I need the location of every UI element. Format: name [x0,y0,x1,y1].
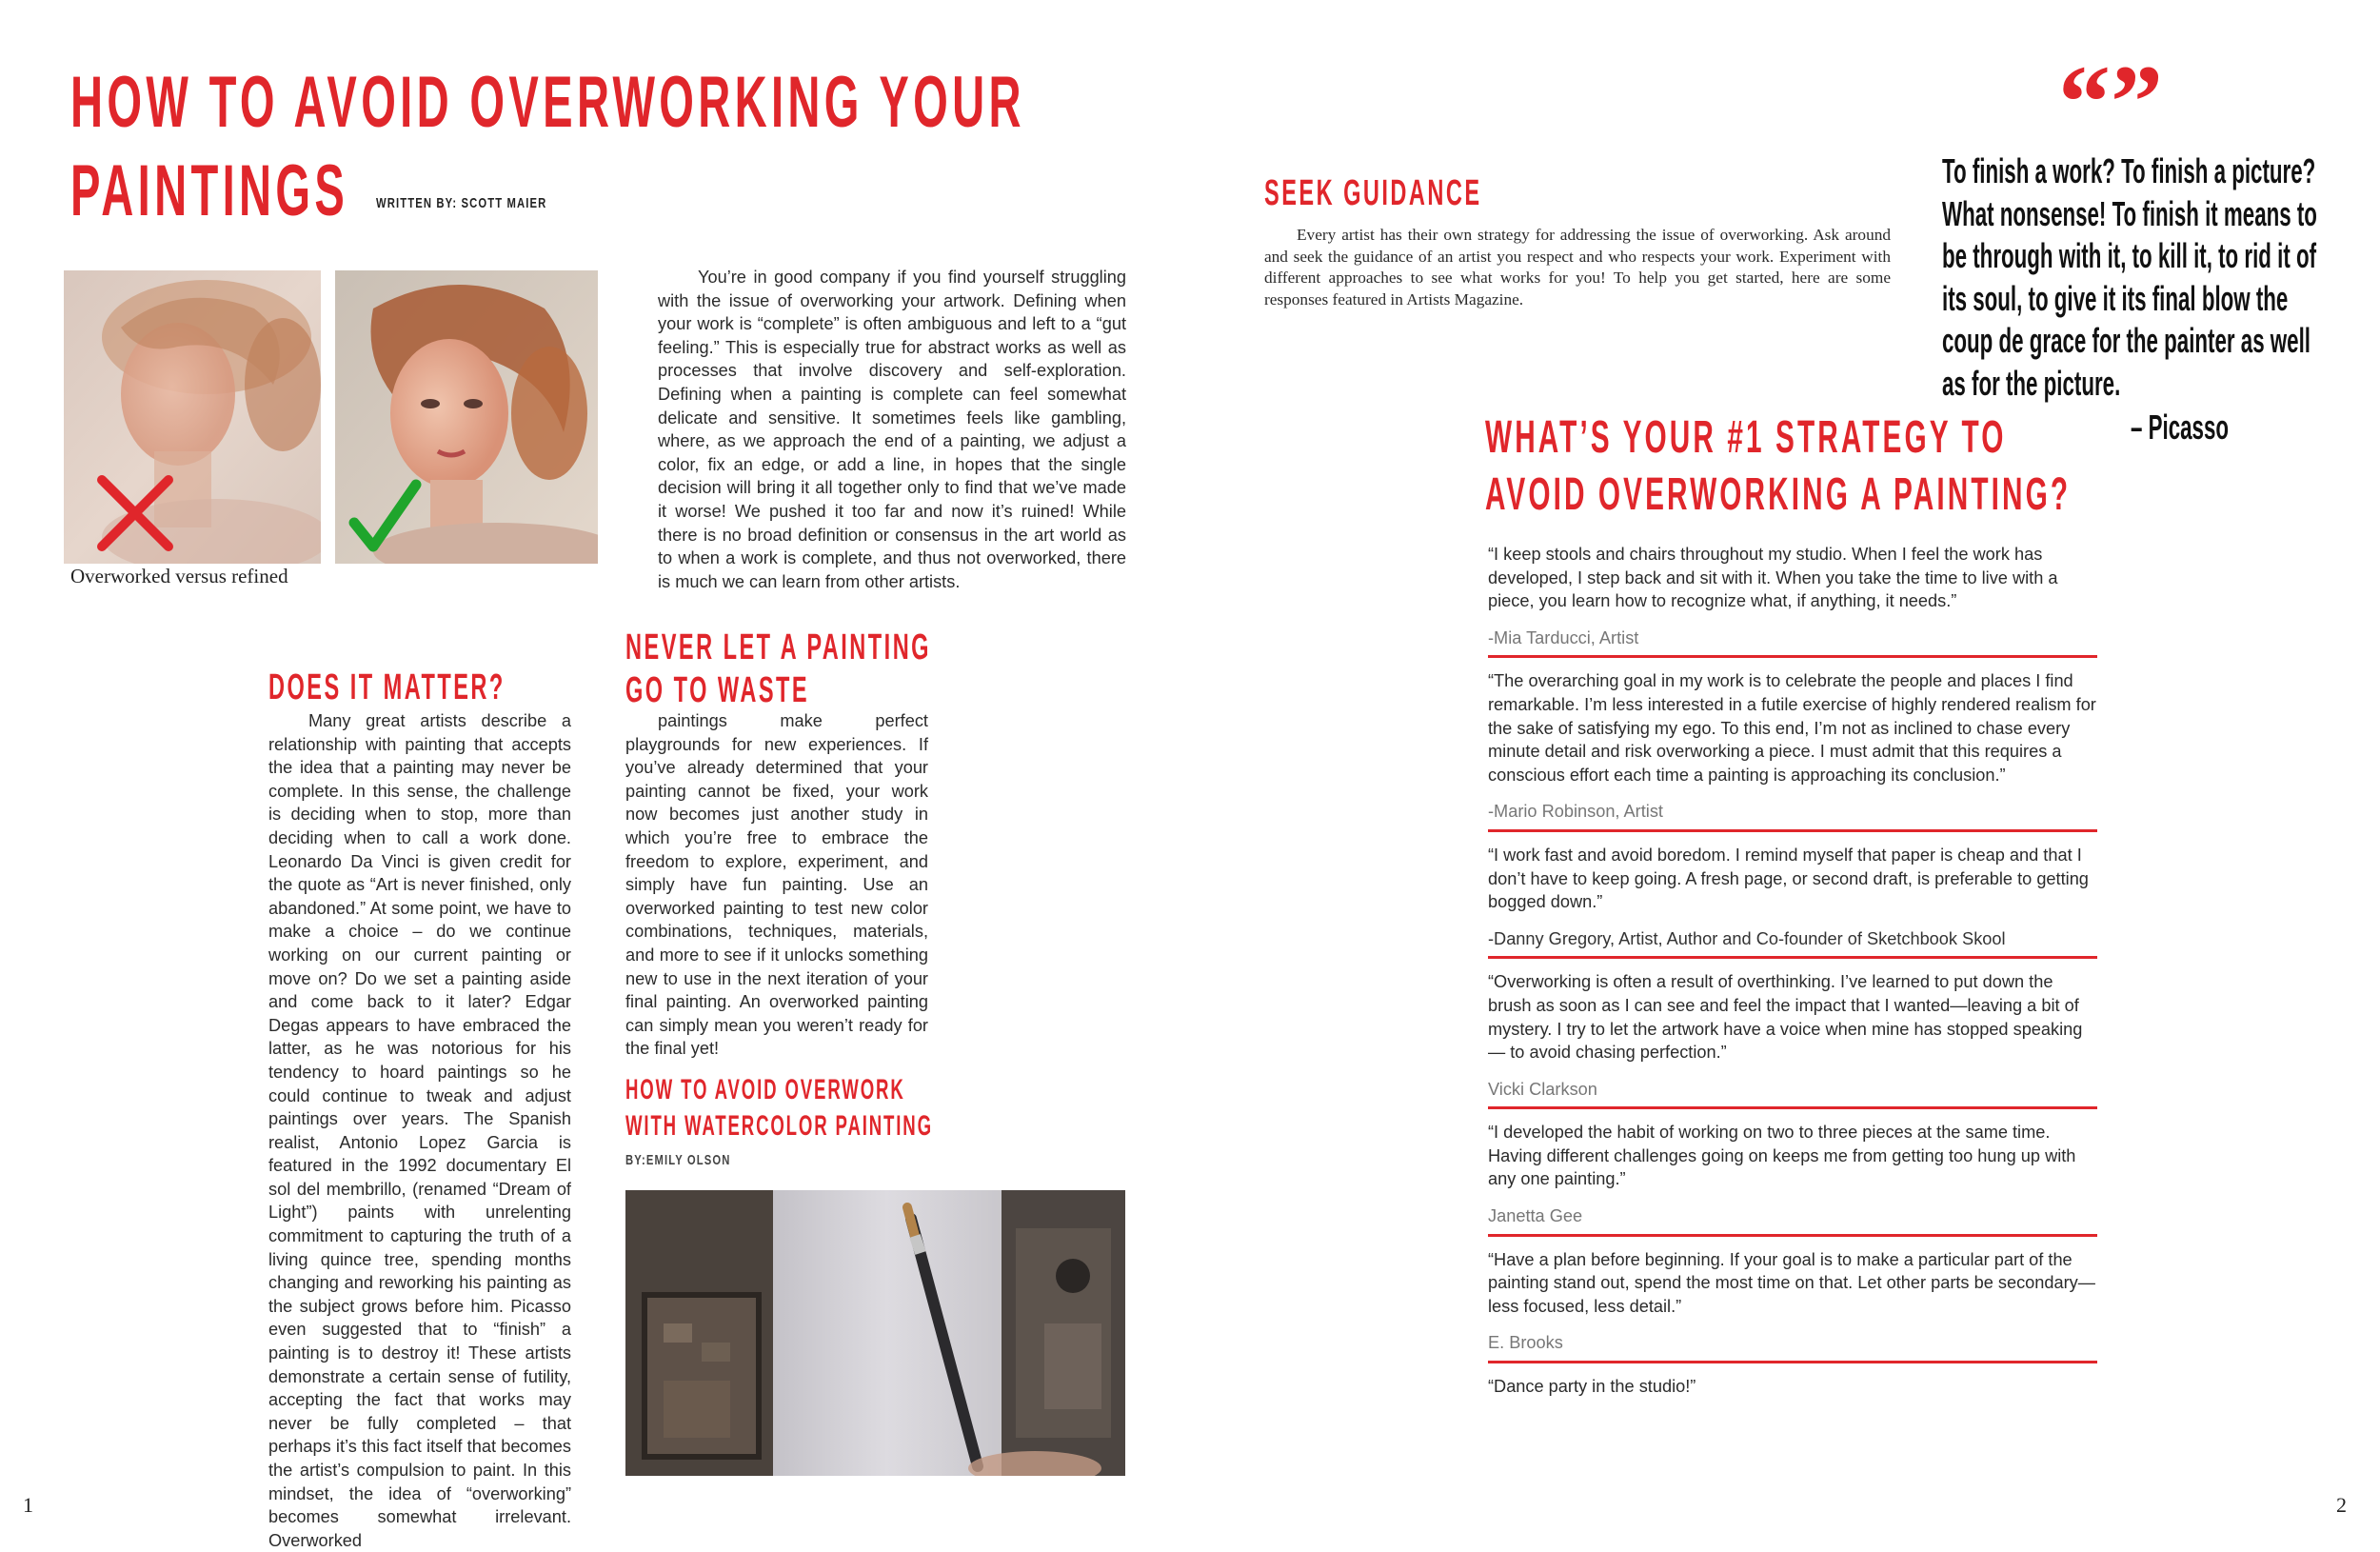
section-heading-does-it-matter: DOES IT MATTER? [268,667,506,707]
page-number-2: 2 [2336,1493,2347,1517]
refined-painting-image [335,270,598,564]
watercolor-video-image [625,1190,1125,1476]
pull-quote-text: To finish a work? To finish a picture? What nonsense! To finish it means to be through with it, to kill it, to rid it of its soul, to give it its final blow the coup de grace for the painter as well as for the picture. [1942,151,2317,403]
strategy-heading-line1: WHAT’S YOUR #1 STRATEGY TO [1485,412,2007,463]
strategy-quote-list [1488,543,2097,1412]
quotation-marks-icon: “” [2058,44,2163,160]
watercolor-heading-line1: HOW TO AVOID OVERWORK [625,1074,905,1105]
article-byline: WRITTEN BY: SCOTT MAIER [376,195,547,211]
pull-quote-attribution: – Picasso [2131,408,2229,447]
does-it-matter-text: Many great artists describe a relationship with painting that accepts the idea that a painting may never be complete. In this sense, the challenge is deciding when to stop, more than deciding when to call a work done. Leonardo Da Vinci is given credit for the quote as “Art is never finished, only abandoned.” At some point, we have to make a choice – do we continue working on our current painting or move on? Do we set a painting aside and come back to it later? Edgar Degas appears to have embraced the latter, as he was notorious for his tendency to hoard paintings so he could continue to tweak and adjust paintings over years. The Spanish realist, Antonio Lopez Garcia is featured in the 1992 documentary El sol del membrillo, (renamed “Dream of Light”) paints with unrelenting commitment to capturing the truth of a living quince tree, spending months changing and reworking his painting as the subject grows before him. Picasso even suggested that to “finish” a painting is to destroy it! These artists demonstrate a certain sense of futility, accepting the fact that works may never be fully completed – that perhaps it’s this fact itself that becomes the artist’s compulsion to paint. In this mindset, the idea of “overworking” becomes somewhat irrelevant. Overworked [268,711,571,1550]
strategy-quote-4: “Overworking is often a result of overthinking. I’ve learned to put down the brush as soon as I can see and feel the impact that I wanted—leaving a bit of mystery. I try to let the artwork have a voice when mine has stopped speaking— to avoid chasing perfection.” Vicki Clarkson [1488,970,2097,1109]
strategy-quote-1: “I keep stools and chairs throughout my studio. When I feel the work has developed, I step back and sit with it. When you take the time to live with a piece, you learn how to recognize what, if anything, it needs.” -Mia Tarducci, Artist [1488,543,2097,658]
section-heading-seek-guidance: SEEK GUIDANCE [1264,173,1482,213]
article-title-line1: HOW TO AVOID OVERWORKING YOUR [70,62,1025,143]
overworked-painting-image [64,270,321,564]
strategy-quote-5: “I developed the habit of working on two to three pieces at the same time. Having different challenges going on keeps me from getting too hung up with any one painting.” Janetta Gee [1488,1121,2097,1236]
watercolor-heading-line2: WITH WATERCOLOR PAINTING [625,1110,933,1142]
strategy-quote-6: “Have a plan before beginning. If your goal is to make a particular part of the painting stand out, spend the most time on that. Let other parts be secondary—less focused, less detail.” E. Brooks [1488,1248,2097,1363]
strategy-quote-last: “Dance party in the studio!” [1488,1377,1696,1397]
article-title-line2: PAINTINGS [70,150,349,231]
strategy-quote-2: “The overarching goal in my work is to celebrate the people and places I find remarkable. I’m less interested in a futile exercise of highly rendered realism for the sake of satisfying my ego. To this end, I’m not as inclined to chase every minute detail and risk overworking a piece. I must admit that this requires a conscious effort each time a painting is approaching its conclusion.” -Mario Robinson, Artist [1488,669,2097,832]
watercolor-byline: BY:EMILY OLSON [625,1152,731,1168]
section-heading-never-waste-line2: GO TO WASTE [625,670,810,710]
section-heading-never-waste-line1: NEVER LET A PAINTING [625,627,931,667]
strategy-heading-line2: AVOID OVERWORKING A PAINTING? [1485,469,2072,520]
never-waste-text: paintings make perfect playgrounds for new experiences. If you’ve already determined that your painting cannot be fixed, your work now becomes just another study in which you’re free to embrace the freedom to explore, experiment, and simply have fun painting. Use an overworked painting to test new color combinations, techniques, materials, and more to see if it unlocks something new to use in the next iteration of your final painting. An overworked painting can simply mean you weren’t ready for the final yet! [625,711,928,1059]
image-caption: Overworked versus refined [70,565,288,587]
seek-guidance-text: Every artist has their own strategy for addressing the issue of overworking. Ask around and seek the guidance of an artist you respect and who respects your work. Experiment with different approaches to see what works for you! To help you get started, here are some responses featured in Artists Magazine. [1264,226,1891,308]
intro-paragraph: You’re in good company if you find yourself struggling with the issue of overworking your artwork. Defining when your work is “complete” is often ambiguous and left to a “gut feeling.” This is especially true for abstract works as well as processes that involve discovery and self-exploration. Defining when a painting is complete can feel somewhat delicate and sensitive. It sometimes feels like gambling, where, as we approach the end of a painting, we adjust a color, fix an edge, or add a line, in hopes that the single decision will bring it all together only to find that we’ve made it worse! We pushed it too far and now it’s ruined! While there is no broad definition or consensus in the art world as to when a work is complete, and thus not overworked, there is much we can learn from other artists. [658,268,1126,591]
page-number-1: 1 [23,1493,33,1517]
strategy-quote-3: “I work fast and avoid boredom. I remind myself that paper is cheap and that I don’t have to keep going. A fresh page, or second draft, is preferable to getting bogged down.” -Danny Gregory, Artist, Author and Co-founder of Sketchbook Skool [1488,844,2097,959]
